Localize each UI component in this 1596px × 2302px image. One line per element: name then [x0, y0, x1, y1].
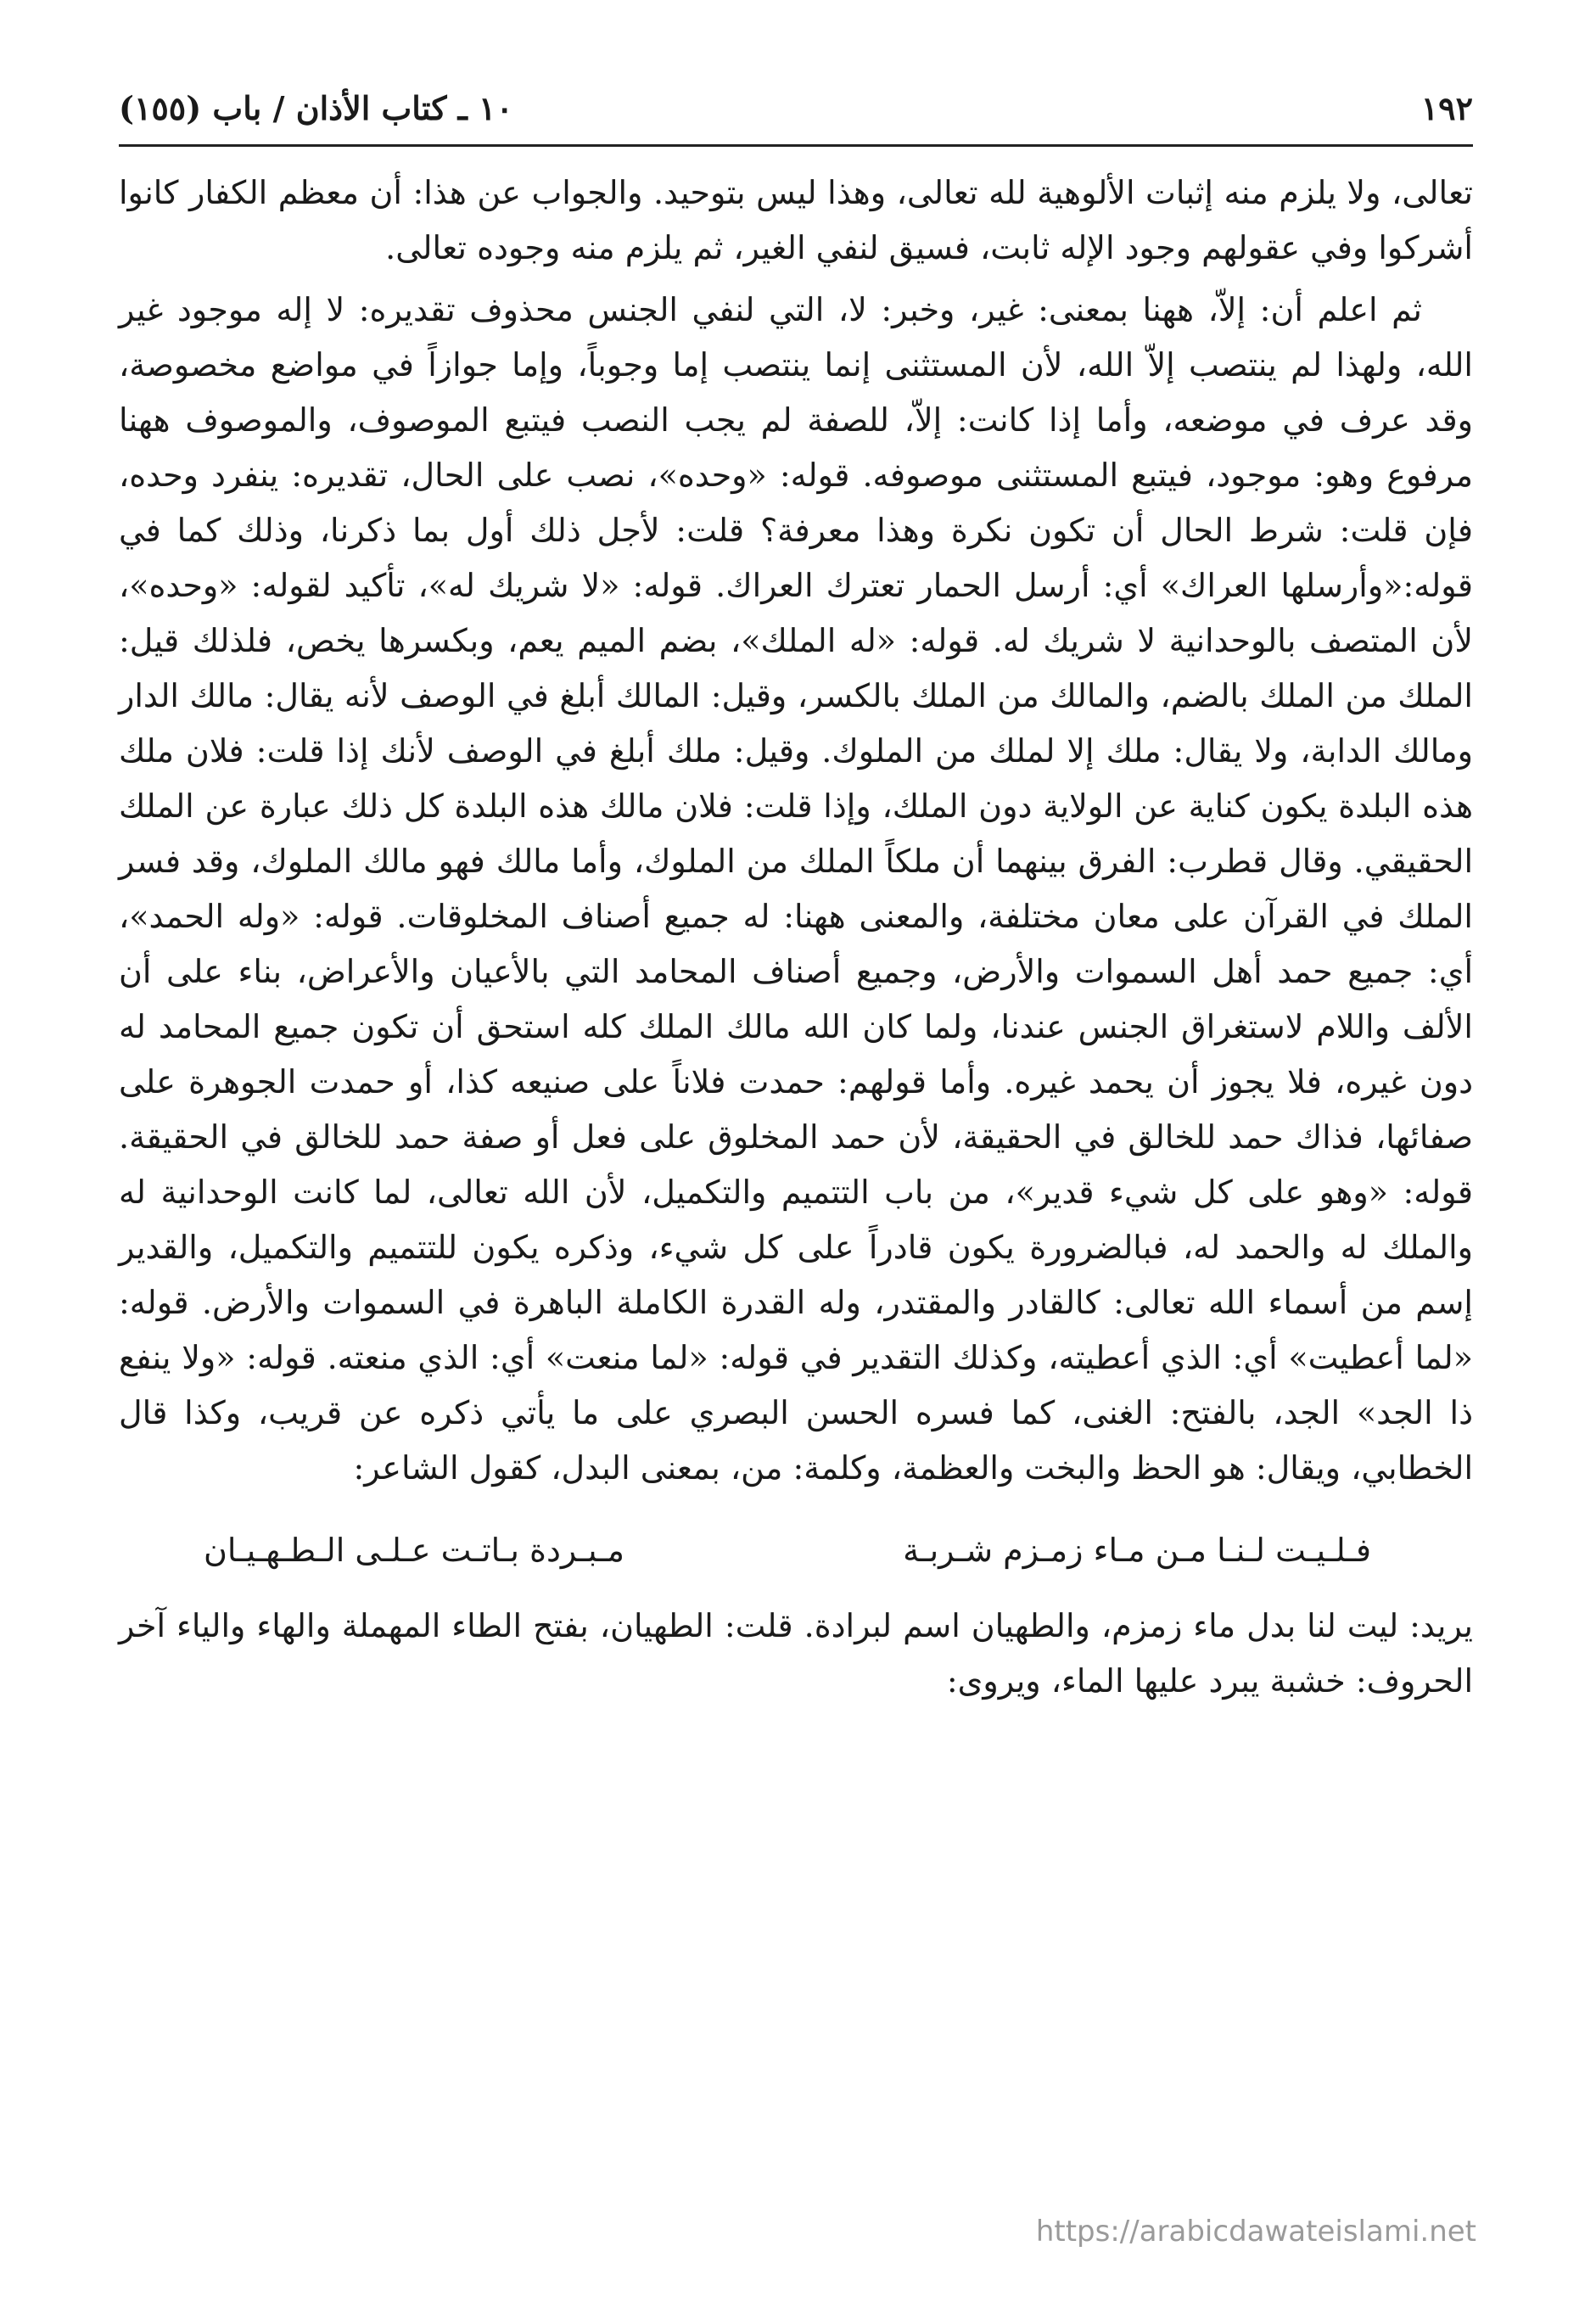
header-divider [119, 144, 1473, 147]
page-number: ١٩٢ [1420, 88, 1473, 127]
verse-second-hemistich: مـبـردة بـاتـت عـلـى الـطـهـيـان [204, 1532, 624, 1569]
page-header [119, 78, 1473, 137]
paragraph-2: ثم اعلم أن: إلاّ، ههنا بمعنى: غير، وخبر: لا، التي لنفي الجنس محذوف تقديره: لا إله موجود غير الله، ولهذا لم ينتصب إلاّ الله، لأن المستثنى إنما ينتصب إما وجوباً، وإما جوازاً في مواضع مخصوصة، وقد عرف في موضعه، وأما إذا كانت: إلاّ، للصفة لم يجب النصب فيتبع الموصوف، والموصوف ههنا مرفوع وهو: موجود، فيتبع المستثنى موصوفه. قوله: «وحده»، نصب على الحال، تقديره: ينفرد وحده، فإن قلت: شرط الحال أن تكون نكرة وهذا معرفة؟ قلت: لأجل ذلك أول بما ذكرنا، وذلك كما في قوله:«وأرسلها العراك» أي: أرسل الحمار تعترك العراك. قوله: «لا شريك له»، تأكيد لقوله: «وحده»، لأن المتصف بالوحدانية لا شريك له. قوله: «له الملك»، بضم الميم يعم، وبكسرها يخص، فلذلك قيل: الملك من الملك بالضم، والمالك من الملك بالكسر، وقيل: المالك أبلغ في الوصف لأنه يقال: مالك الدار ومالك الدابة، ولا يقال: ملك إلا لملك من الملوك. وقيل: ملك أبلغ في الوصف لأنك إذا قلت: فلان ملك هذه البلدة يكون كناية عن الولاية دون الملك، وإذا قلت: فلان مالك هذه البلدة كل ذلك عبارة عن الملك الحقيقي. وقال قطرب: الفرق بينهما أن ملكاً الملك من الملوك، وأما مالك فهو مالك الملوك، وقد فسر الملك في القرآن على معان مختلفة، والمعنى ههنا: له جميع أصناف المخلوقات. قوله: «وله الحمد»، أي: جميع حمد أهل السموات والأرض، وجميع أصناف المحامد التي بالأعيان والأعراض، بناء على أن الألف واللام لاستغراق الجنس عندنا، ولما كان الله مالك الملك كله استحق أن تكون جميع المحامد له دون غيره، فلا يجوز أن يحمد غيره. وأما قولهم: حمدت فلاناً على صنيعه كذا، أو حمدت الجوهرة على صفائها، فذاك حمد للخالق في الحقيقة، لأن حمد المخلوق على فعل أو صفة حمد للخالق في الحقيقة. قوله: «وهو على كل شيء قدير»، من باب التتميم والتكميل، لأن الله تعالى، لما كانت الوحدانية له والملك له والحمد له، فبالضرورة يكون قادراً على كل شيء، وذكره يكون للتتميم والتكميل، والقدير إسم من أسماء الله تعالى: كالقادر والمقتدر، وله القدرة الكاملة الباهرة في السموات والأرض. قوله: «لما أعطيت» أي: الذي أعطيته، وكذلك التقدير في قوله: «لما منعت» أي: الذي منعته. قوله: «ولا ينفع ذا الجد» الجد، بالفتح: الغنى، كما فسره الحسن البصري على ما يأتي ذكره عن قريب، وكذا قال الخطابي، ويقال: هو الحظ والبخت والعظمة، وكلمة: من، بمعنى البدل، كقول الشاعر: [119, 291, 1474, 1487]
running-title: ١٠ ـ كتاب الأذان / باب (١٥٥) [119, 88, 513, 127]
poetry-verse [119, 1503, 1473, 1599]
paragraph-3: يريد: ليت لنا بدل ماء زمزم، والطهيان اسم لبرادة. قلت: الطهيان، بفتح الطاء المهملة والهاء والياء آخر الحروف: خشبة يبرد عليها الماء، ويروى: [119, 1607, 1473, 1700]
verse-first-hemistich: فـلـيـت لـنـا مـن مـاء زمـزم شـربـة [903, 1532, 1371, 1569]
paragraph-1: تعالى، ولا يلزم منه إثبات الألوهية لله تعالى، وهذا ليس بتوحيد. والجواب عن هذا: أن معظم الكفار كانوا أشركوا وفي عقولهم وجود الإله ثابت، فسيق لنفي الغير، ثم يلزم منه وجوده تعالى. [119, 174, 1473, 266]
page-body [119, 165, 1473, 1716]
watermark-url: https://arabicdawateislami.net [1035, 2215, 1476, 2249]
